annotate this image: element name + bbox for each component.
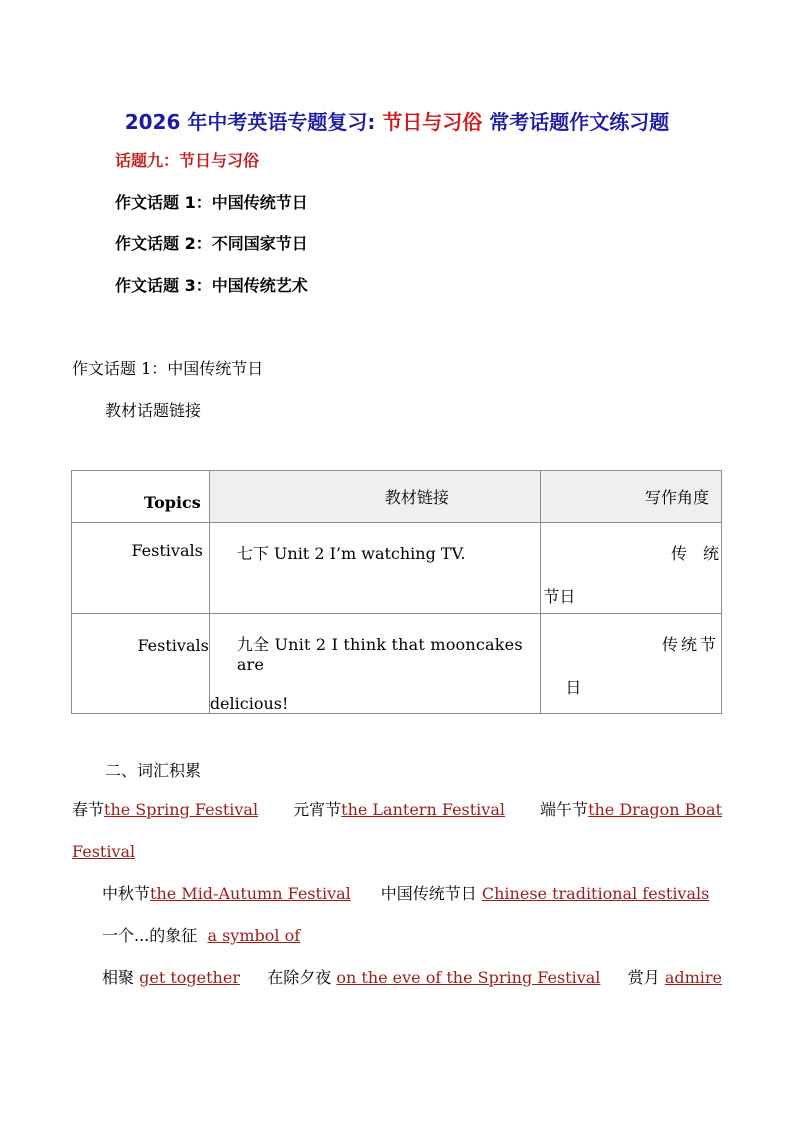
vocab-line-2: Festival: [72, 842, 136, 861]
table-row: [72, 523, 722, 614]
vocab-heading: 二、词汇积累: [105, 761, 202, 780]
section1-subtitle: 教材话题链接: [105, 401, 202, 420]
vocab-block: [72, 789, 722, 999]
section1-title: 作文话题 1：中国传统节日: [72, 359, 264, 378]
vocab-line-4: 一个...的象征 a symbol of: [102, 926, 301, 945]
row-angle: 传统节 日: [541, 614, 722, 714]
subtopic-3: 作文话题 3：中国传统艺术: [115, 276, 308, 295]
header-topics: Topics: [72, 471, 210, 523]
table-header-row: [72, 471, 722, 523]
title-part1: 2026 年中考英语专题复习:: [124, 110, 376, 134]
document-title: [0, 106, 794, 135]
title-part3: 常考话题作文练习题: [489, 110, 670, 134]
header-textbook-link: 教材链接: [209, 471, 541, 523]
row-topic: Festivals: [72, 614, 210, 714]
textbook-links-table: [71, 470, 722, 714]
header-writing-angle: 写作角度: [541, 471, 722, 523]
vocab-line-3: 中秋节the Mid-Autumn Festival 中国传统节日 Chinese traditional festivals: [102, 884, 710, 903]
subtopic-2: 作文话题 2：不同国家节日: [115, 234, 308, 253]
row-topic: Festivals: [72, 523, 210, 614]
title-part2: 节日与习俗: [382, 110, 483, 134]
table-row: [72, 614, 722, 714]
vocab-line-1: 春节the Spring Festival 元宵节the Lantern Festival 端午节the Dragon Boat: [72, 800, 722, 819]
row-link: 九全 Unit 2 I think that mooncakes are delicious!: [209, 614, 541, 714]
topic-heading: 话题九：节日与习俗: [115, 151, 260, 170]
row-angle: 传 统 节日: [541, 523, 722, 614]
row-link: 七下 Unit 2 I’m watching TV.: [209, 523, 541, 614]
subtopic-1: 作文话题 1：中国传统节日: [115, 193, 308, 212]
vocab-line-5: 相聚 get together 在除夕夜 on the eve of the Spring Festival 赏月 admire: [102, 968, 722, 987]
